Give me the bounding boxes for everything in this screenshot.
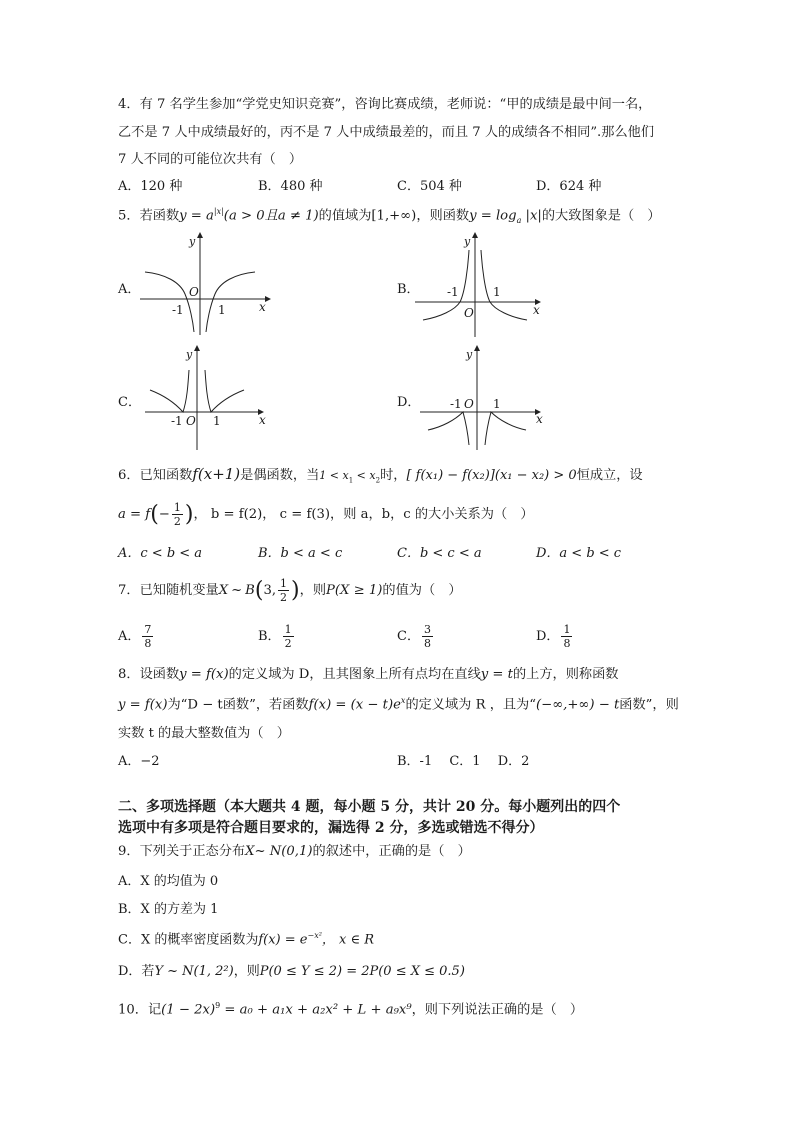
graph-a-origin: O xyxy=(189,285,199,299)
q7-frac: $\frac{1}{2}$ xyxy=(280,577,288,604)
graph-b xyxy=(415,232,545,337)
graph-c-curve-right xyxy=(205,370,244,412)
q7-option-a: A． $\frac{7}{8}$ xyxy=(118,623,152,650)
q9-option-b: B．X 的方差为 1 xyxy=(118,902,219,917)
graph-c-neg1: -1 xyxy=(171,414,183,428)
graph-c-curve-left xyxy=(150,370,189,412)
q6-option-c: C．b < c < a xyxy=(397,546,482,561)
q7-option-c: C． $\frac{3}{8}$ xyxy=(397,623,431,650)
graph-d-y-arrow xyxy=(474,345,480,351)
q6-option-a: A．c < b < a xyxy=(118,546,203,561)
section-2-heading-line-1: 二、多项选择题（本大题共 4 题，每小题 5 分，共计 20 分。每小题列出的四个 xyxy=(118,799,621,815)
graph-c-label: C． xyxy=(118,395,141,410)
q9-option-c: C．X 的概率密度函数为$f(x) = e^{-x^2}$， x ∈ R xyxy=(118,931,375,948)
graph-c-y-label: y xyxy=(186,348,193,361)
graph-a-y-label: y xyxy=(189,235,196,248)
q4-option-d: D．624 种 xyxy=(536,179,602,194)
graph-b-pos1: 1 xyxy=(493,285,501,299)
graph-d-pos1: 1 xyxy=(493,397,501,411)
section-2-heading-line-2: 选项中有多项是符合题目要求的，漏选得 2 分，多选或错选不得分） xyxy=(118,820,544,836)
q6-frac: $\frac{1}{2}$ xyxy=(173,501,181,528)
graph-b-label: B． xyxy=(397,282,420,297)
graph-c-y-arrow xyxy=(194,345,200,351)
q7-option-b: B． $\frac{1}{2}$ xyxy=(258,623,292,650)
q8-line-2: y = f(x)为“D − t函数”，若函数$f(x) = (x - t)e^x$的定义域为 R ，且为“(−∞,+∞) − t函数”，则 xyxy=(118,696,679,713)
graph-b-origin: O xyxy=(464,306,474,320)
graph-c-x-label: x xyxy=(259,413,266,427)
q9-option-a: A．X 的均值为 0 xyxy=(118,874,219,889)
q4-line-1: 4．有 7 名学生参加“学党史知识竞赛”，咨询比赛成绩，老师说：“甲的成绩是最中间一名， xyxy=(118,97,652,112)
q8-line-1: 8．设函数y = f(x)的定义域为 D，且其图象上所有点均在直线y = t的上方，则称函数 xyxy=(118,667,619,682)
q4-option-b: B．480 种 xyxy=(258,179,323,194)
graph-d-curve-left xyxy=(428,412,469,445)
q9-stem: 9．下列关于正态分布X~ N(0,1)的叙述中，正确的是（ ） xyxy=(118,844,471,859)
q7-option-d: D． $\frac{1}{8}$ xyxy=(536,623,571,650)
graph-a-x-label: x xyxy=(259,300,266,314)
graph-d xyxy=(420,345,550,450)
q4-line-3: 7 人不同的可能位次共有（ ） xyxy=(118,152,303,167)
q6-line-1: 6．已知函数f(x+1)是偶函数，当$1 < x_1 < x_2$时，[ f(x₁) − f(x₂)](x₁ − x₂) > 0恒成立，设 xyxy=(118,465,643,485)
graph-c xyxy=(145,345,275,450)
q10-stem: 10．记$(1 - 2x)^9 = a_0 + a_1x + a_2x^2 + L + a_9x^9$，则下列说法正确的是（ ） xyxy=(118,1001,584,1018)
q7-stem: 7．已知随机变量 X ~ B ( 3, $\frac{1}{2}$ ) ，则 P(X ≥ 1) 的值为（ ） xyxy=(118,577,462,604)
graph-d-x-label: x xyxy=(536,412,543,426)
graph-d-origin: O xyxy=(464,397,474,411)
graph-a-neg1: -1 xyxy=(172,303,184,317)
graph-a-y-arrow xyxy=(197,232,203,238)
graph-b-curve-right xyxy=(481,250,527,320)
graph-b-y-label: y xyxy=(464,235,471,248)
graph-d-curve-right xyxy=(485,412,526,445)
graph-d-neg1: -1 xyxy=(450,397,462,411)
graph-c-origin: O xyxy=(186,414,196,428)
graph-a xyxy=(140,232,270,337)
graph-b-x-label: x xyxy=(533,303,540,317)
graph-b-neg1: -1 xyxy=(447,285,459,299)
q9-option-d: D．若Y ~ N(1, 2²)，则P(0 ≤ Y ≤ 2) = 2P(0 ≤ X ≤ 0.5) xyxy=(118,964,465,979)
q4-option-a: A．120 种 xyxy=(118,179,183,194)
graph-a-pos1: 1 xyxy=(218,303,226,317)
graph-c-pos1: 1 xyxy=(213,414,221,428)
q8-option-a: A．−2 xyxy=(118,754,160,769)
graph-a-curve-right xyxy=(206,272,255,332)
graph-d-y-label: y xyxy=(466,348,473,361)
graph-a-x-arrow xyxy=(265,296,271,302)
graph-d-label: D． xyxy=(397,395,421,410)
q6-option-b: B．b < a < c xyxy=(258,546,343,561)
graph-a-label: A． xyxy=(118,282,141,297)
q4-line-2: 乙不是 7 人中成绩最好的，丙不是 7 人中成绩最差的，而且 7 人的成绩各不相同”.那么他们 xyxy=(118,125,655,140)
q6-option-d: D．a < b < c xyxy=(536,546,622,561)
q8-line-3: 实数 t 的最大整数值为（ ） xyxy=(118,726,290,741)
q5-stem: 5．若函数$y = a^{|x|}(a > 0$且a ≠ 1)的值域为[1,+∞)，则函数$y = \log_a |x|$的大致图象是（ ） xyxy=(118,207,661,226)
q8-options-bcd: B．-1 C．1 D．2 xyxy=(397,754,530,769)
q4-option-c: C．504 种 xyxy=(397,179,462,194)
graph-b-y-arrow xyxy=(472,232,478,238)
graph-b-curve-left xyxy=(423,250,469,320)
q6-line-2: a = f ( − $\frac{1}{2}$ ) ， b = f(2)， c = f(3)，则 a，b，c 的大小关系为（ ） xyxy=(118,501,534,528)
graph-a-curve-left xyxy=(145,272,194,332)
